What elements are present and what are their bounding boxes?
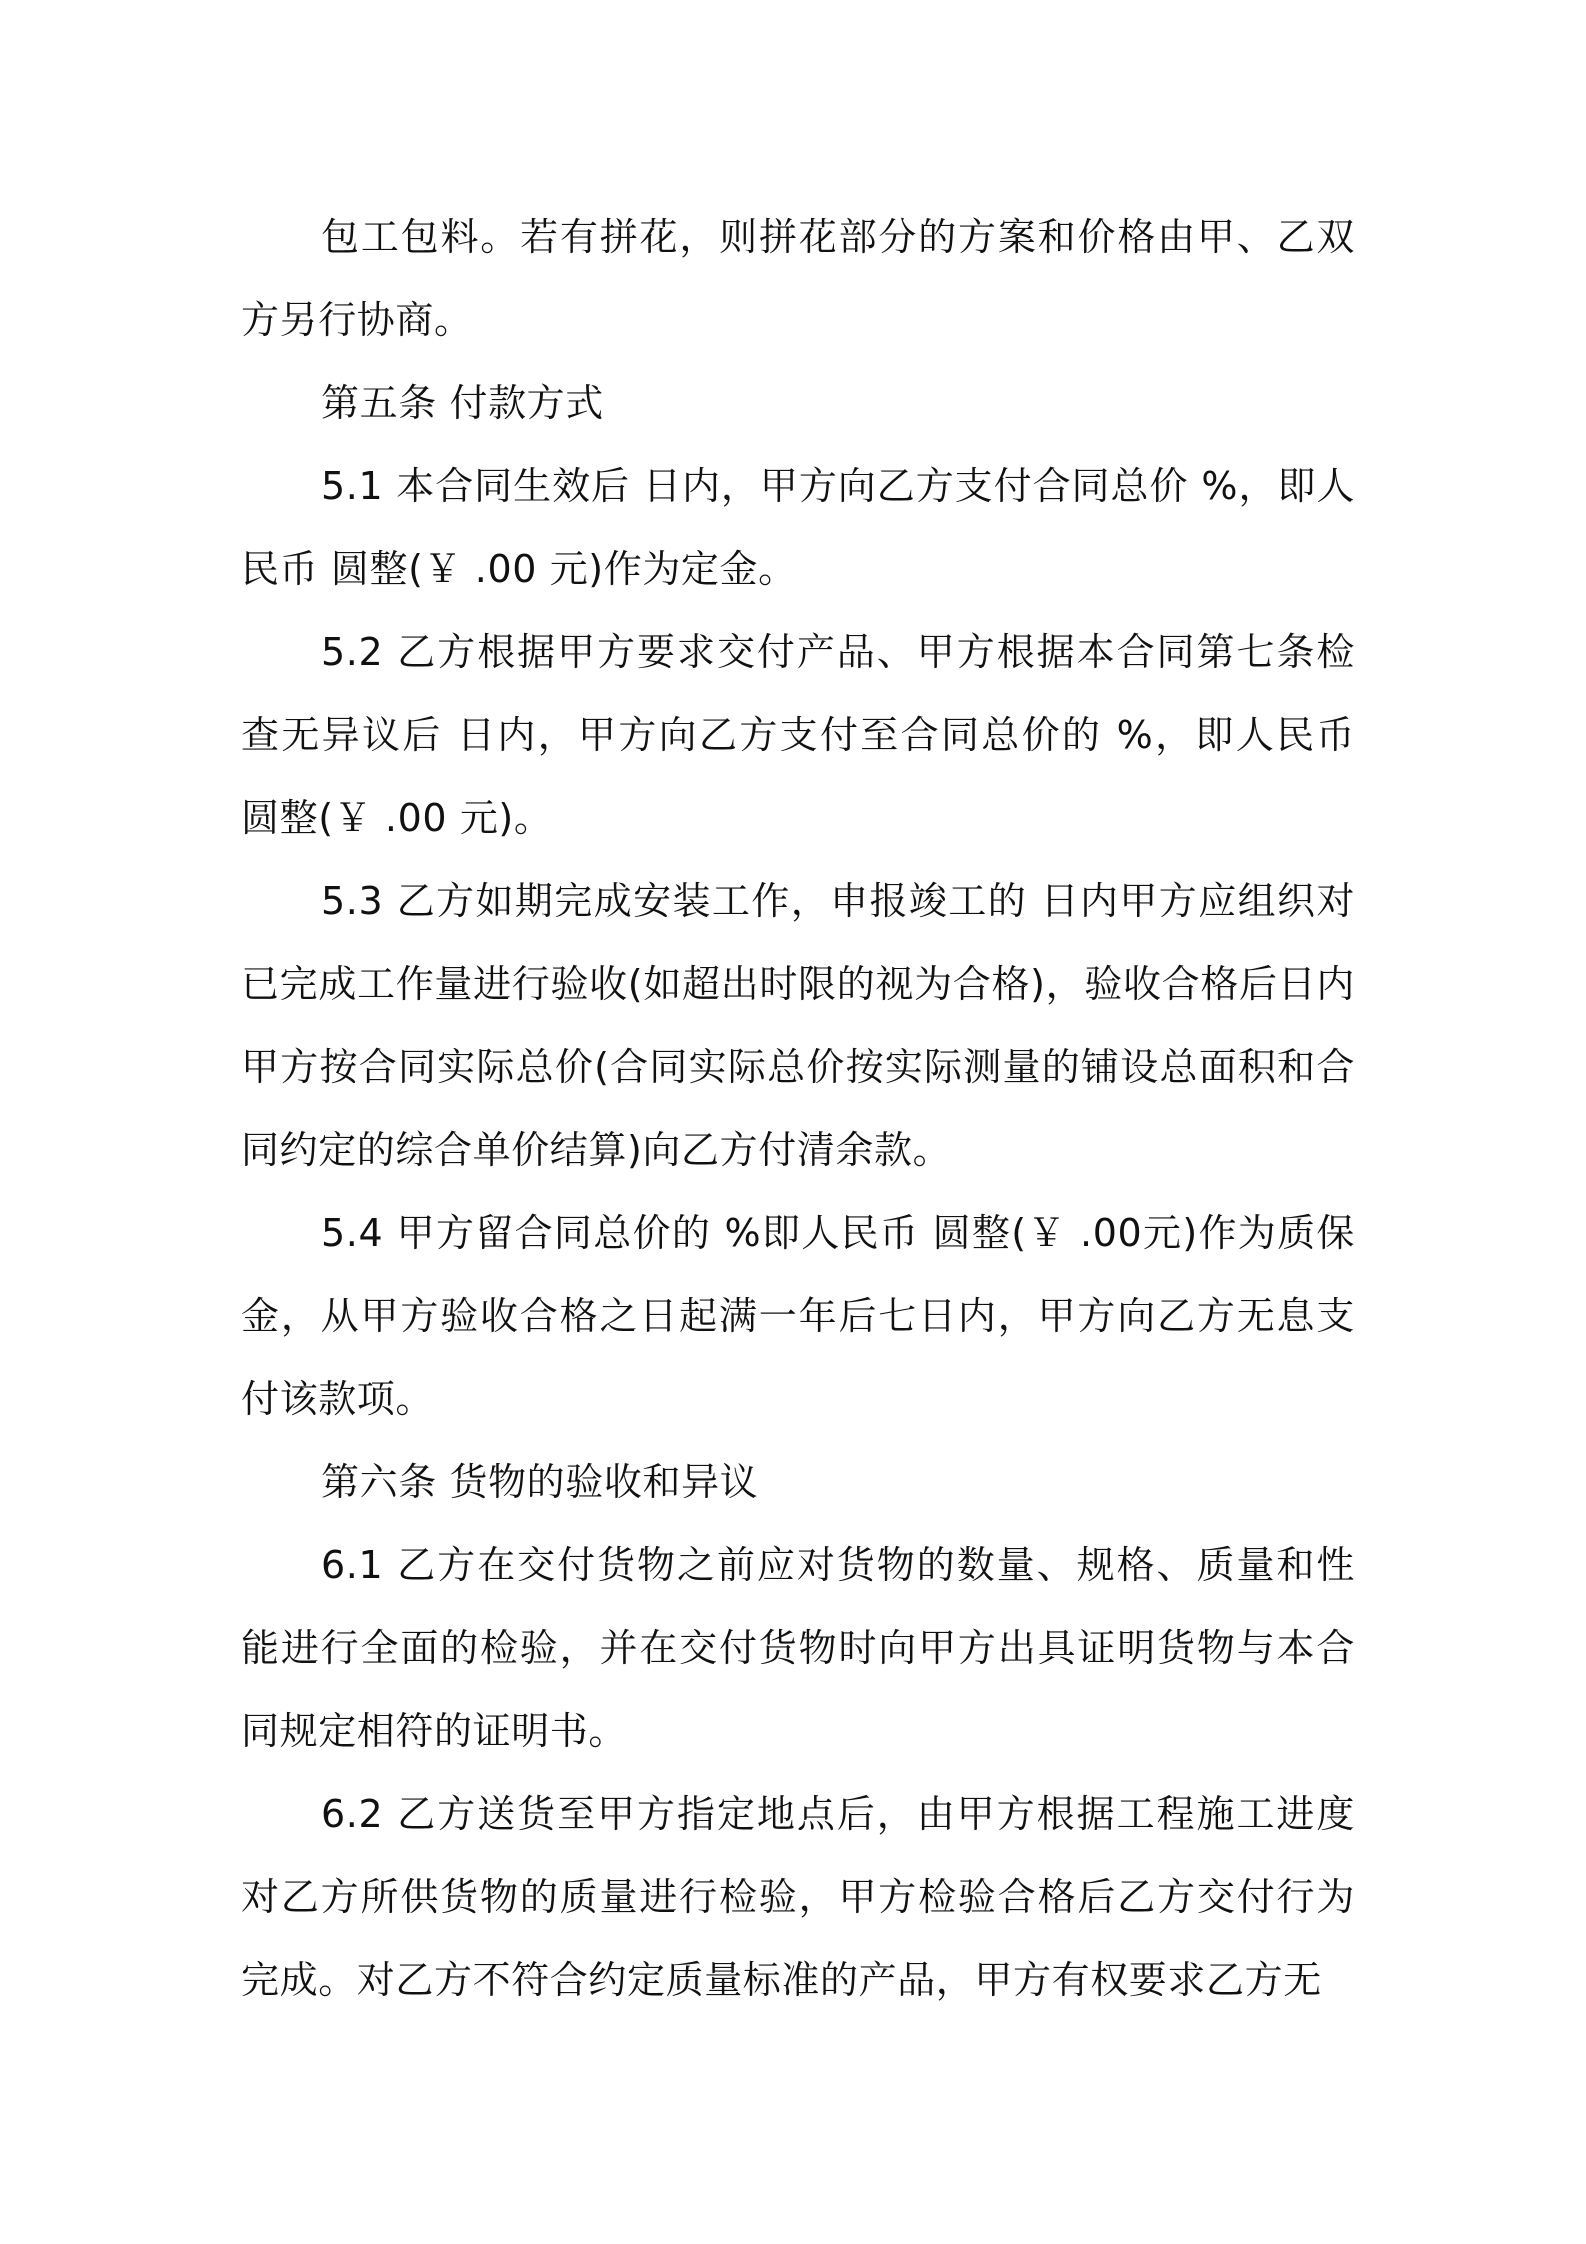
clause-5-2: 5.2 乙方根据甲方要求交付产品、甲方根据本合同第七条检查无异议后 日内，甲方向乙方支付至合同总价的 %，即人民币 圆整(￥ .00 元)。 <box>241 630 1355 840</box>
clause-6-2: 6.2 乙方送货至甲方指定地点后，由甲方根据工程施工进度对乙方所供货物的质量进行检验，甲方检验合格后乙方交付行为完成。对乙方不符合约定质量标准的产品，甲方有权要求乙方无 <box>241 1792 1355 2002</box>
clause-5-3: 5.3 乙方如期完成安装工作，申报竣工的 日内甲方应组织对已完成工作量进行验收(如超出时限的视为合格)，验收合格后日内甲方按合同实际总价(合同实际总价按实际测量的铺设总面积和合同约定的综合单价结算)向乙方付清余款。 <box>241 879 1355 1172</box>
clause-6-1: 6.1 乙方在交付货物之前应对货物的数量、规格、质量和性能进行全面的检验，并在交付货物时向甲方出具证明货物与本合同规定相符的证明书。 <box>241 1543 1355 1753</box>
paragraph-continuation: 包工包料。若有拼花，则拼花部分的方案和价格由甲、乙双方另行协商。 <box>241 215 1355 342</box>
clause-5-1: 5.1 本合同生效后 日内，甲方向乙方支付合同总价 %，即人民币 圆整(￥ .00 元)作为定金。 <box>241 464 1355 591</box>
article-5-heading: 第五条 付款方式 <box>321 381 604 425</box>
document-body <box>241 196 1355 2022</box>
article-6-heading: 第六条 货物的验收和异议 <box>321 1460 759 1504</box>
clause-5-4: 5.4 甲方留合同总价的 %即人民币 圆整(￥ .00元)作为质保金，从甲方验收合格之日起满一年后七日内，甲方向乙方无息支付该款项。 <box>241 1211 1355 1421</box>
